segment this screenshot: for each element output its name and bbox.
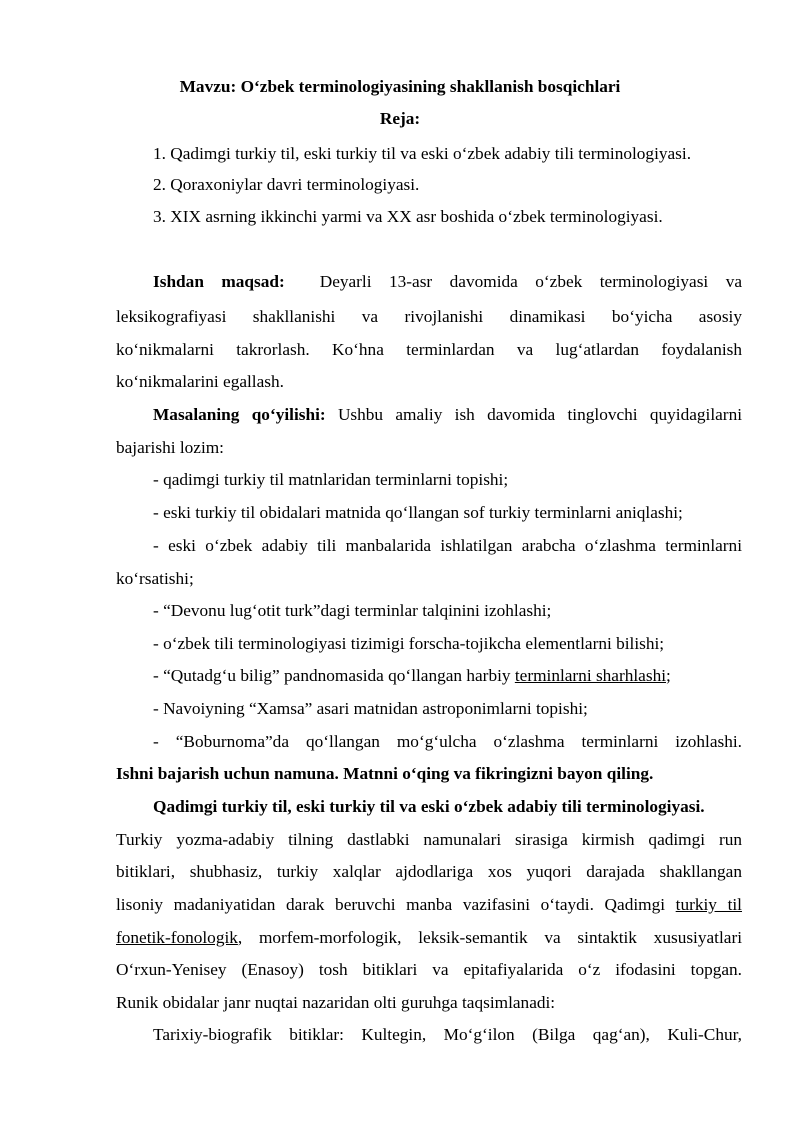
body-paragraph-line: bitiklari, shubhasiz, turkiy xalqlar ajdodlariga xos yuqori darajada shakllangan — [116, 862, 742, 881]
body-paragraph-line: lisoniy madaniyatidan darak beruvchi manba vazifasini o‘taydi. Qadimgi turkiy til — [116, 895, 742, 914]
task-paragraph-line: Masalaning qo‘yilishi: Ushbu amaliy ish davomida tinglovchi quyidagilarni — [153, 405, 743, 424]
fonetik-fonologik-link[interactable]: fonetik-fonologik — [116, 928, 238, 947]
body-paragraph-line: Turkiy yozma-adabiy tilning dastlabki namunalari sirasiga kirmish qadimgi run — [116, 830, 742, 849]
task-bullet: - eski o‘zbek adabiy tili manbalarida ishlatilgan arabcha o‘zlashma terminlarni — [153, 536, 742, 555]
plan-item: 2. Qoraxoniylar davri terminologiyasi. — [153, 175, 420, 194]
goal-label: Ishdan maqsad: — [153, 272, 285, 291]
plan-item: 1. Qadimgi turkiy til, eski turkiy til va eski o‘zbek adabiy tili terminologiyasi. — [153, 144, 692, 163]
sample-heading: Ishni bajarish uchun namuna. Matnni o‘qing va fikringizni bayon qiling. — [116, 764, 654, 783]
task-bullet: - “Qutadg‘u bilig” pandnomasida qo‘llangan harbiy terminlarni sharhlashi; — [153, 666, 671, 685]
turkiy-til-link[interactable]: turkiy til — [675, 895, 742, 914]
terminlarni-sharhlashi-link[interactable]: terminlarni sharhlashi — [514, 666, 667, 685]
task-bullet: - qadimgi turkiy til matnlaridan terminlarni topishi; — [153, 470, 509, 489]
document-title: Mavzu: O‘zbek terminologiyasining shakllanish bosqichlari — [179, 77, 621, 96]
plan-item: 3. XIX asrning ikkinchi yarmi va XX asr boshida o‘zbek terminologiyasi. — [153, 207, 663, 226]
task-bullet: - “Boburnoma”da qo‘llangan mo‘g‘ulcha o‘zlashma terminlarni izohlashi. — [153, 732, 742, 751]
section-heading: Qadimgi turkiy til, eski turkiy til va eski o‘zbek adabiy tili terminologiyasi. — [153, 797, 705, 816]
goal-paragraph-line: leksikografiyasi shakllanishi va rivojlanishi dinamikasi bo‘yicha asosiy — [116, 307, 742, 326]
task-bullet: - eski turkiy til obidalari matnida qo‘llangan sof turkiy terminlarni aniqlashi; — [153, 503, 683, 522]
task-bullet-continuation: ko‘rsatishi; — [116, 569, 194, 588]
body-paragraph-line: O‘rxun-Yenisey (Enasoy) tosh bitiklari va epitafiyalarida o‘z ifodasini topgan. — [116, 960, 742, 979]
task-bullet: - “Devonu lug‘otit turk”dagi terminlar talqinini izohlashi; — [153, 601, 552, 620]
goal-paragraph-line: Ishdan maqsad: Deyarli 13-asr davomida o‘zbek terminologiyasi va — [153, 272, 743, 291]
task-bullet: - Navoiyning “Xamsa” asari matnidan astroponimlarni topishi; — [153, 699, 588, 718]
goal-paragraph-line: ko‘nikmalarni takrorlash. Ko‘hna terminlardan va lug‘atlardan foydalanish — [116, 340, 742, 359]
plan-heading: Reja: — [379, 109, 421, 128]
task-label: Masalaning qo‘yilishi: — [153, 405, 326, 424]
body-paragraph-line: fonetik-fonologik, morfem-morfologik, leksik-semantik va sintaktik xususiyatlari — [116, 928, 742, 947]
goal-paragraph-line: ko‘nikmalarini egallash. — [116, 372, 284, 391]
task-bullet: - o‘zbek tili terminologiyasi tizimigi forscha-tojikcha elementlarni bilishi; — [153, 634, 665, 653]
body-paragraph-line: Tarixiy-biografik bitiklar: Kultegin, Mo‘g‘ilon (Bilga qag‘an), Kuli-Chur, — [153, 1025, 742, 1044]
task-paragraph-line: bajarishi lozim: — [116, 438, 224, 457]
body-paragraph-line: Runik obidalar janr nuqtai nazaridan olti guruhga taqsimlanadi: — [116, 993, 556, 1012]
